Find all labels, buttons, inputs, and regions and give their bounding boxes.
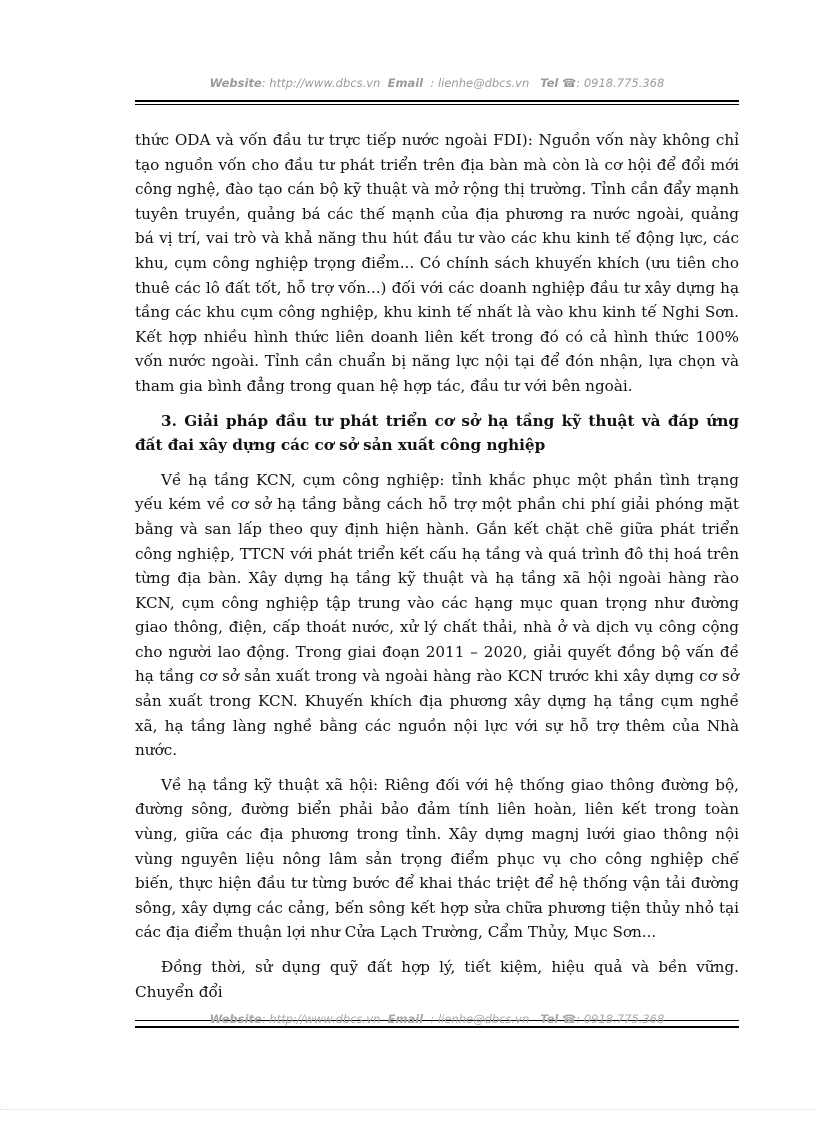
header-email-label: Email [387, 76, 424, 90]
paragraph-2: Về hạ tầng KCN, cụm công nghiệp: tỉnh khắc phục một phần tình trạng yếu kém về cơ sở hạ tầng bằng cách hỗ trợ một phần chi phí giải phóng mặt bằng và san lấp theo quy định hiện hành. Gắn kết chặt chẽ giữa phát triển công nghiệp, TTCN với phát triển kết cấu hạ tầng và quá trình đô thị hoá trên từng địa bàn. Xây dựng hạ tầng kỹ thuật và hạ tầng xã hội ngoài hàng rào KCN, cụm công nghiệp tập trung vào các hạng mục quan trọng như đường giao thông, điện, cấp thoát nước, xử lý chất thải, nhà ở và dịch vụ công cộng cho người lao động. Trong giai đoạn 2011 – 2020, giải quyết đồng bộ vấn đề hạ tầng cơ sở sản xuất trong và ngoài hàng rào KCN trước khi xây dựng cơ sở sản xuất trong KCN. Khuyến khích địa phương xây dựng hạ tầng cụm nghề xã, hạ tầng làng nghề bằng các nguồn nội lực với sự hỗ trợ thêm của Nhà nước. [135, 470, 739, 760]
footer-website-label: Website [209, 1012, 262, 1026]
footer-website-url: : http://www.dbcs.vn [261, 1012, 381, 1026]
page-header [135, 76, 739, 90]
header-tel-label: Tel [540, 76, 559, 90]
page-footer [135, 1012, 739, 1026]
telephone-icon: ☎ [561, 76, 577, 90]
section-heading: 3. Giải pháp đầu tư phát triển cơ sở hạ tầng kỹ thuật và đáp ứng đất đai xây dựng các cơ sở sản xuất công nghiệp [135, 411, 739, 455]
paragraph-4: Đồng thời, sử dụng quỹ đất hợp lý, tiết kiệm, hiệu quả và bền vững. Chuyển đổi [135, 958, 739, 1001]
header-tel-value: : 0918.775.368 [576, 76, 665, 90]
header-rule-thick [135, 100, 739, 102]
page-edge-dotted [0, 1109, 816, 1110]
telephone-icon: ☎ [561, 1012, 577, 1026]
header-website-label: Website [209, 76, 262, 90]
paragraph-3: Về hạ tầng kỹ thuật xã hội: Riêng đối với hệ thống giao thông đường bộ, đường sông, đường biển phải bảo đảm tính liên hoàn, liên kết trong toàn vùng, giữa các địa phương trong tỉnh. Xây dựng magnj lưới giao thông nội vùng nguyên liệu nông lâm sản trọng điểm phục vụ cho công nghiệp chế biến, thực hiện đầu tư từng bước để khai thác triệt để hệ thống vận tải đường sông, xây dựng các cảng, bến sông kết hợp sửa chữa phương tiện thủy nhỏ tại các địa điểm thuận lợi như Cửa Lạch Trường, Cẩm Thủy, Mục Sơn... [135, 775, 739, 942]
header-email-value: : lienhe@dbcs.vn [430, 76, 530, 90]
footer-rule-thick [135, 1026, 739, 1028]
footer-email-label: Email [387, 1012, 424, 1026]
document-body [135, 128, 739, 1014]
footer-email-value: : lienhe@dbcs.vn [430, 1012, 530, 1026]
header-website-url: : http://www.dbcs.vn [261, 76, 381, 90]
header-rule-thin [135, 104, 739, 105]
paragraph-1: thức ODA và vốn đầu tư trực tiếp nước ngoài FDI): Nguồn vốn này không chỉ tạo nguồn vốn cho đầu tư phát triển trên địa bàn mà còn là cơ hội để đổi mới công nghệ, đào tạo cán bộ kỹ thuật và mở rộng thị trường. Tỉnh cần đẩy mạnh tuyên truyền, quảng bá các thế mạnh của địa phương ra nước ngoài, quảng bá vị trí, vai trò và khả năng thu hút đầu tư vào các khu kinh tế động lực, các khu, cụm công nghiệp trọng điểm... Có chính sách khuyến khích (ưu tiên cho thuê các lô đất tốt, hỗ trợ vốn...) đối với các doanh nghiệp đầu tư xây dựng hạ tầng các khu cụm công nghiệp, khu kinh tế nhất là vào khu kinh tế Nghi Sơn. Kết hợp nhiều hình thức liên doanh liên kết trong đó có cả hình thức 100% vốn nước ngoài. Tỉnh cần chuẩn bị năng lực nội tại để đón nhận, lựa chọn và tham gia bình đẳng trong quan hệ hợp tác, đầu tư với bên ngoài. [135, 131, 739, 395]
footer-tel-label: Tel [540, 1012, 559, 1026]
footer-tel-value: : 0918.775.368 [576, 1012, 665, 1026]
